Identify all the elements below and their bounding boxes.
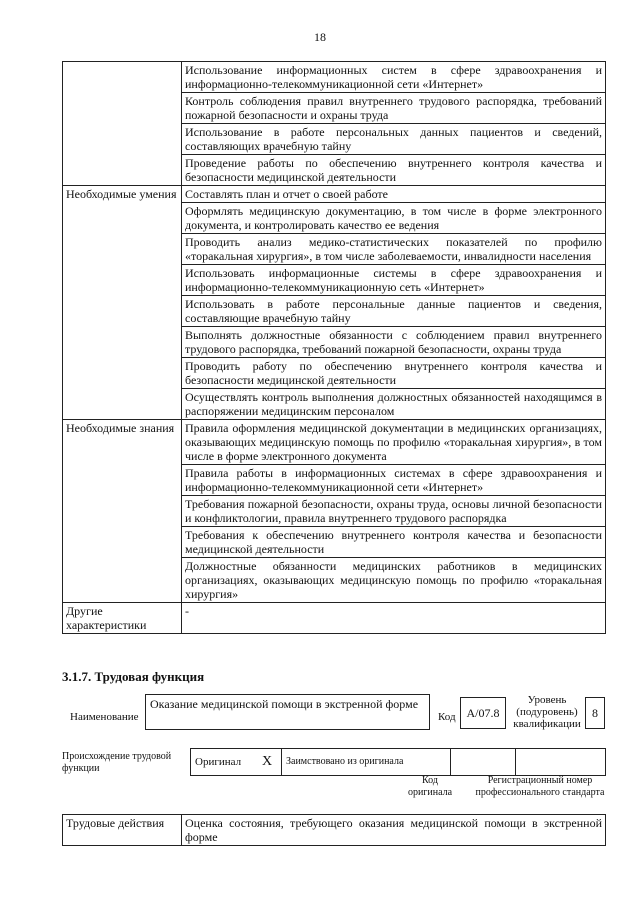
code-original-caption: Код оригинала (407, 775, 453, 798)
function-name-box (145, 694, 430, 730)
reg-number-cell (516, 749, 606, 776)
row-description: Требования к обеспечению внутреннего контроля качества и безопасности медицинской деятельности (182, 527, 606, 558)
code-label: Код (438, 711, 456, 723)
row-group-label: Другие характеристики (63, 603, 182, 634)
reg-number-caption: Регистрационный номер профессионального стандарта (475, 775, 605, 798)
row-group-label: Необходимые умения (63, 186, 182, 420)
row-description: Использовать в работе персональные данные пациентов и сведения, составляющие врачебную тайну (182, 296, 606, 327)
table-row (63, 603, 606, 634)
row-description: Использование информационных систем в сфере здравоохранения и информационно-телекоммуникационной сети «Интернет» (182, 62, 606, 93)
row-description: Использование в работе персональных данных пациентов и сведений, составляющих врачебную тайну (182, 124, 606, 155)
row-description: Выполнять должностные обязанности с соблюдением правил внутреннего трудового распорядка, требований пожарной безопасности, охраны труда (182, 327, 606, 358)
actions-text: Оценка состояния, требующего оказания медицинской помощи в экстренной форме (182, 815, 606, 846)
row-group-label: Необходимые знания (63, 420, 182, 603)
actions-table (62, 814, 606, 846)
row-description: Оформлять медицинскую документацию, в том числе в форме электронного документа, и контролировать качество ее ведения (182, 203, 606, 234)
function-name-value: Оказание медицинской помощи в экстренной форме (150, 697, 419, 711)
requirements-table (62, 61, 606, 634)
section-title: 3.1.7. Трудовая функция (62, 669, 205, 684)
table-row (63, 186, 606, 203)
origin-label: Происхождение трудовой функции (62, 751, 172, 774)
row-description: Проводить работу по обеспечению внутреннего контроля качества и безопасности медицинской деятельности (182, 358, 606, 389)
page-number: 18 (314, 30, 326, 44)
code-value: А/07.8 (466, 706, 500, 720)
row-description: Проводить анализ медико-статистических показателей по профилю «торакальная хирургия», в том числе заболеваемости, инвалидности населения (182, 234, 606, 265)
table-row (63, 420, 606, 465)
row-description: Составлять план и отчет о своей работе (182, 186, 606, 203)
code-box (460, 697, 506, 729)
row-description: Контроль соблюдения правил внутреннего трудового распорядка, требований пожарной безопасности и охраны труда (182, 93, 606, 124)
row-description: - (182, 603, 606, 634)
name-label: Наименование (70, 711, 139, 723)
row-description: Проведение работы по обеспечению внутреннего контроля качества и безопасности медицинской деятельности (182, 155, 606, 186)
level-value: 8 (592, 706, 598, 720)
row-description: Требования пожарной безопасности, охраны труда, основы личной безопасности и конфликтологии, правила внутреннего трудового распорядка (182, 496, 606, 527)
actions-label: Трудовые действия (63, 815, 182, 846)
code-original-cell (451, 749, 516, 776)
row-description: Осуществлять контроль выполнения должностных обязанностей находящимся в распоряжении медицинским персоналом (182, 389, 606, 420)
origin-table (190, 748, 606, 776)
row-description: Правила работы в информационных системах в сфере здравоохранения и информационно-телекоммуникационной сети «Интернет» (182, 465, 606, 496)
row-description: Использовать информационные системы в сфере здравоохранения и информационно-телекоммуникационную сеть «Интернет» (182, 265, 606, 296)
original-mark: Х (253, 749, 282, 776)
row-description: Должностные обязанности медицинских работников в медицинских организациях, оказывающих медицинскую помощь по профилю «торакальная хирургия» (182, 558, 606, 603)
level-box (585, 697, 605, 729)
original-label: Оригинал (191, 749, 254, 776)
row-description: Правила оформления медицинской документации в медицинских организациях, оказывающих медицинскую помощь по профилю «торакальная хирургия», в том числе в форме электронного документа (182, 420, 606, 465)
borrowed-label: Заимствовано из оригинала (282, 749, 451, 776)
row-group-label (63, 62, 182, 186)
level-label: Уровень (подуровень) квалификации (513, 694, 581, 730)
table-row (63, 62, 606, 93)
